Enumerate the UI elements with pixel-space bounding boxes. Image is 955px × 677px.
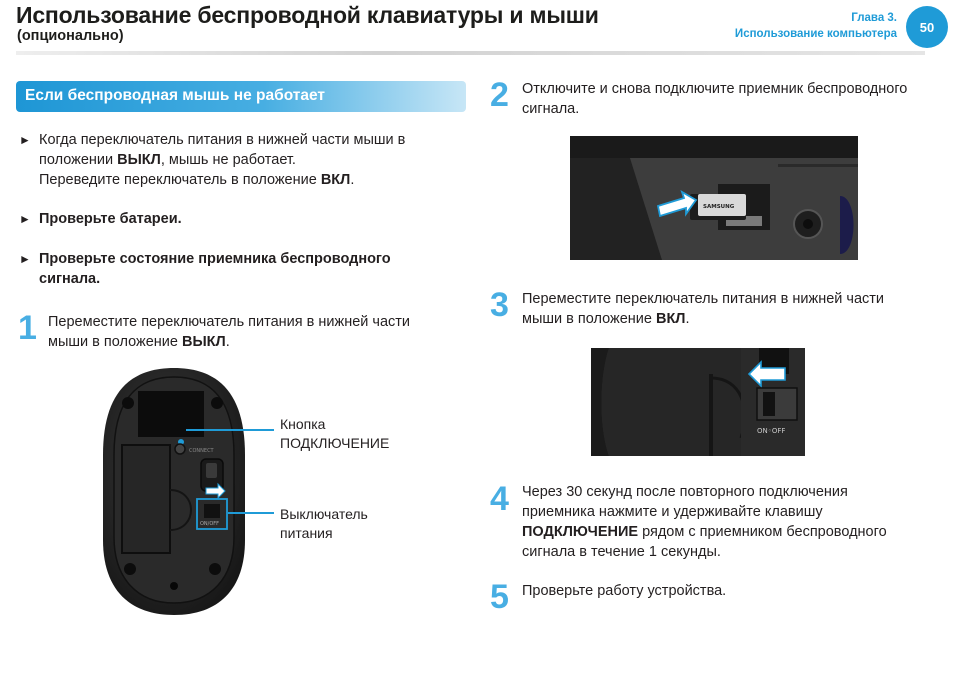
header-divider bbox=[16, 51, 925, 55]
chapter-label: Глава 3. bbox=[851, 12, 897, 24]
page-number-badge: 50 bbox=[906, 6, 948, 48]
onoff-label: ON/OFF bbox=[200, 521, 220, 527]
page-title: Использование беспроводной клавиатуры и мыши bbox=[16, 2, 599, 28]
chapter-info bbox=[735, 10, 897, 42]
mouse-bottom-image bbox=[100, 365, 248, 618]
step-text: Проверьте работу устройства. bbox=[522, 583, 727, 599]
triangle-bullet-icon: ► bbox=[19, 133, 31, 147]
onoff-closeup-label: ON◦OFF bbox=[757, 427, 786, 435]
bullet-item-batteries: ► Проверьте батареи. bbox=[19, 211, 182, 227]
step-number: 1 bbox=[18, 309, 37, 347]
step-number: 4 bbox=[490, 480, 509, 518]
connect-leader-line bbox=[186, 429, 274, 431]
step-number: 3 bbox=[490, 286, 509, 324]
step-text: Отключите и снова подключите приемник беспроводного сигнала. bbox=[522, 81, 908, 117]
bullet-item-receiver bbox=[19, 249, 459, 291]
triangle-bullet-icon: ► bbox=[19, 212, 31, 226]
bullet-line: сигнала. bbox=[39, 271, 101, 287]
section-header bbox=[16, 81, 466, 112]
callout-connect-button: Кнопка ПОДКЛЮЧЕНИЕ bbox=[280, 416, 390, 451]
bullet-line: Когда переключатель питания в нижней части мыши в bbox=[39, 132, 406, 148]
triangle-bullet-icon: ► bbox=[19, 252, 31, 266]
bullet-line: положении ВЫКЛ, мышь не работает. bbox=[39, 152, 296, 168]
step-number: 5 bbox=[490, 578, 509, 616]
callout-power-switch: Выключатель питания bbox=[280, 506, 368, 541]
page-subtitle: (опционально) bbox=[17, 28, 124, 44]
bullet-line: Проверьте состояние приемника беспроводного bbox=[39, 251, 391, 267]
usb-receiver-image bbox=[570, 136, 858, 260]
bullet-line: Переведите переключатель в положение ВКЛ. bbox=[39, 172, 355, 188]
step-text: Переместите переключатель питания в нижней части мыши в положение ВКЛ. bbox=[522, 291, 885, 327]
power-switch-closeup-image bbox=[591, 348, 805, 456]
step-text: Переместите переключатель питания в нижней части мыши в положение ВЫКЛ. bbox=[48, 314, 411, 350]
section-title: Если беспроводная мышь не работает bbox=[25, 87, 326, 104]
step-number: 2 bbox=[490, 76, 509, 114]
connect-label: CONNECT bbox=[189, 448, 214, 454]
bullet-item-power-switch bbox=[19, 130, 459, 192]
chapter-title: Использование компьютера bbox=[734, 28, 897, 40]
receiver-brand-label: SAMSUNG bbox=[703, 204, 735, 210]
step-text: Через 30 секунд после повторного подключения приемника нажмите и удерживайте клавишу ПОДКЛЮЧЕНИЕ рядом с приемником беспроводного сигнала в течение 1 секунды. bbox=[522, 484, 887, 560]
power-leader-line bbox=[228, 512, 274, 514]
